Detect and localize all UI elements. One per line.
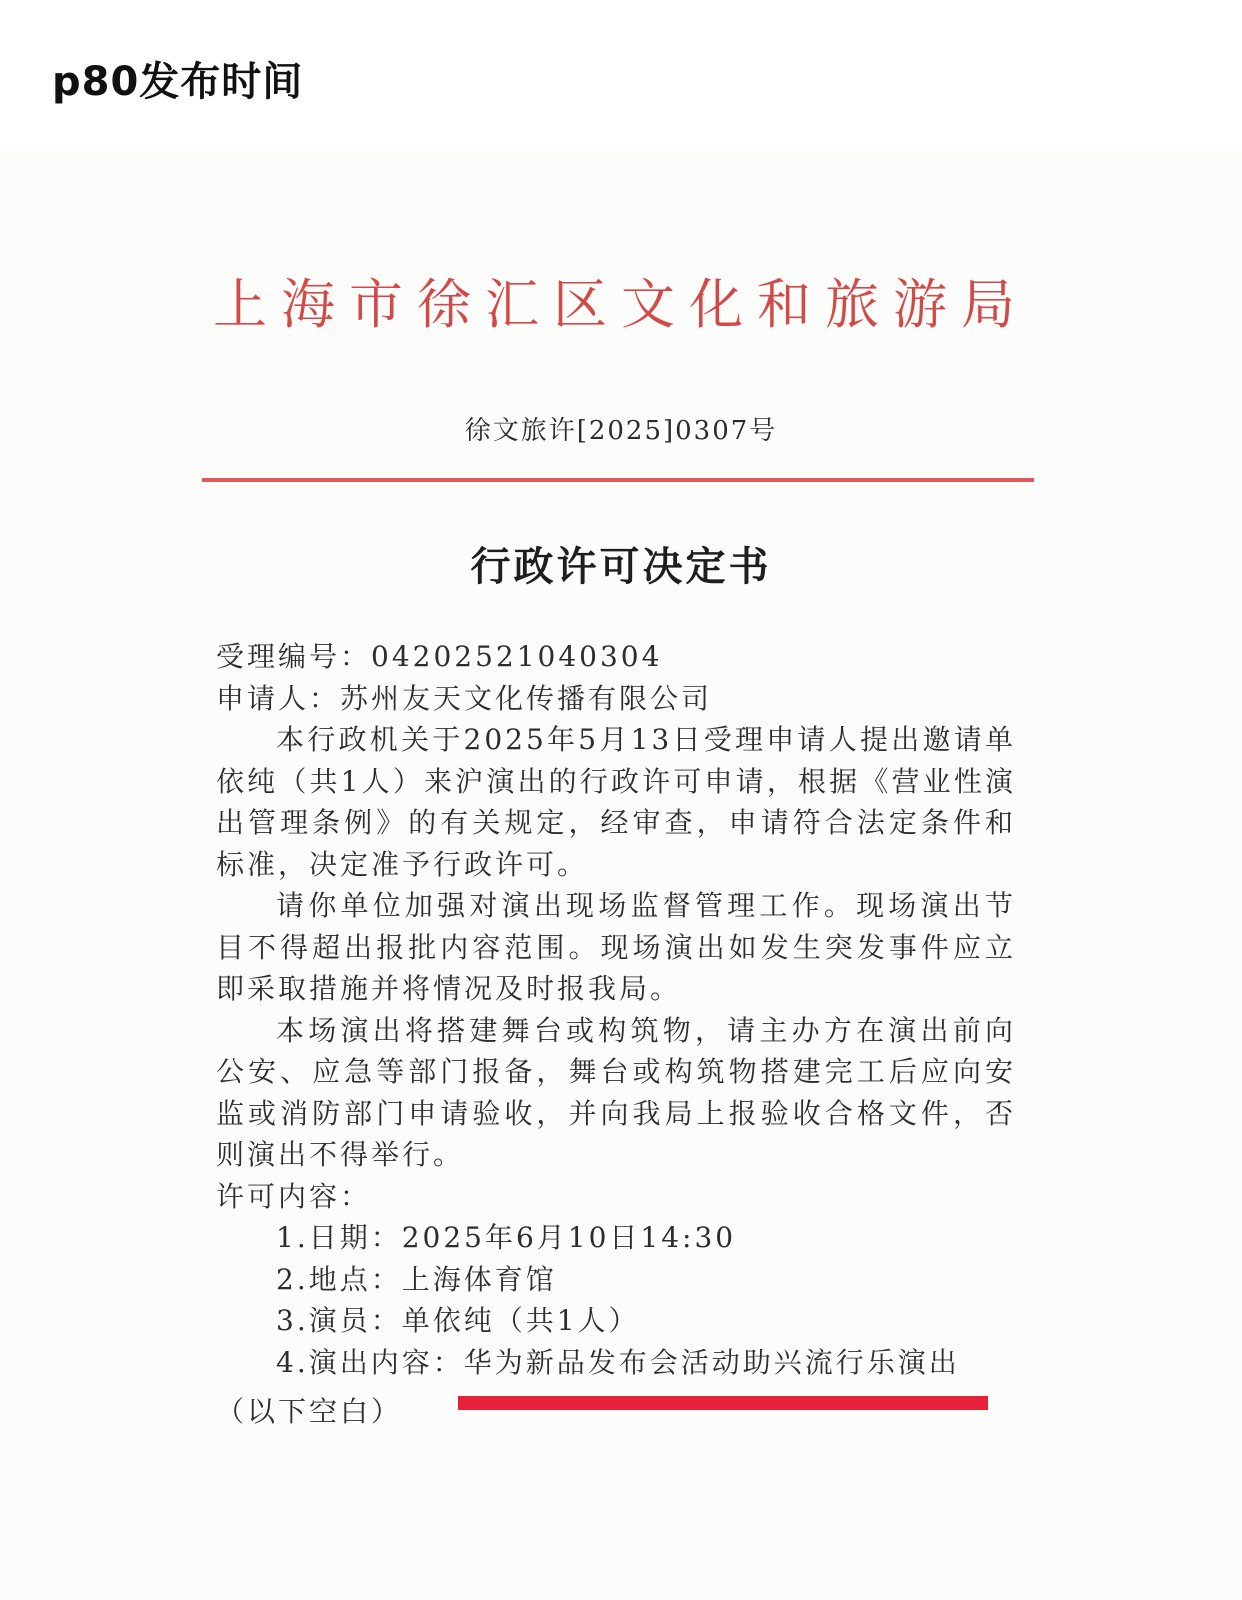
red-highlight-underline [458, 1396, 988, 1410]
permit-item-performer: 3.演员：单依纯（共1人） [276, 1304, 640, 1337]
document-title: 行政许可决定书 [470, 544, 772, 590]
permit-heading: 许可内容： [216, 1179, 372, 1213]
permit-item-date: 1.日期：2025年6月10日14:30 [276, 1221, 737, 1254]
agency-header: 上海市徐汇区文化和旅游局 [213, 273, 1029, 336]
acceptance-number: 受理编号：04202521040304 [216, 640, 663, 673]
paragraph-2: 请你单位加强对演出现场监督管理工作。现场演出节目不得超出报批内容范围。现场演出如发生突发事件应立即采取措施并将情况及时报我局。 [216, 889, 1016, 1005]
permit-item-content: 4.演出内容：华为新品发布会活动助兴流行乐演出 [276, 1345, 960, 1379]
post-title: p80发布时间 [52, 59, 304, 105]
blank-note: （以下空白） [216, 1395, 403, 1428]
document-number: 徐文旅许[2025]0307号 [464, 416, 778, 446]
permit-item-venue: 2.地点：上海体育馆 [276, 1262, 557, 1296]
document-body [216, 636, 1016, 1383]
paragraph-1: 本行政机关于2025年5月13日受理申请人提出邀请单依纯（共1人）来沪演出的行政许可申请，根据《营业性演出管理条例》的有关规定，经审查，申请符合法定条件和标准，决定准予行政许可。 [216, 723, 1016, 881]
red-divider-rule [202, 478, 1034, 482]
paragraph-3: 本场演出将搭建舞台或构筑物，请主办方在演出前向公安、应急等部门报备，舞台或构筑物搭建完工后应向安监或消防部门申请验收，并向我局上报验收合格文件，否则演出不得举行。 [216, 1013, 1016, 1171]
applicant: 申请人：苏州友天文化传播有限公司 [216, 681, 713, 715]
